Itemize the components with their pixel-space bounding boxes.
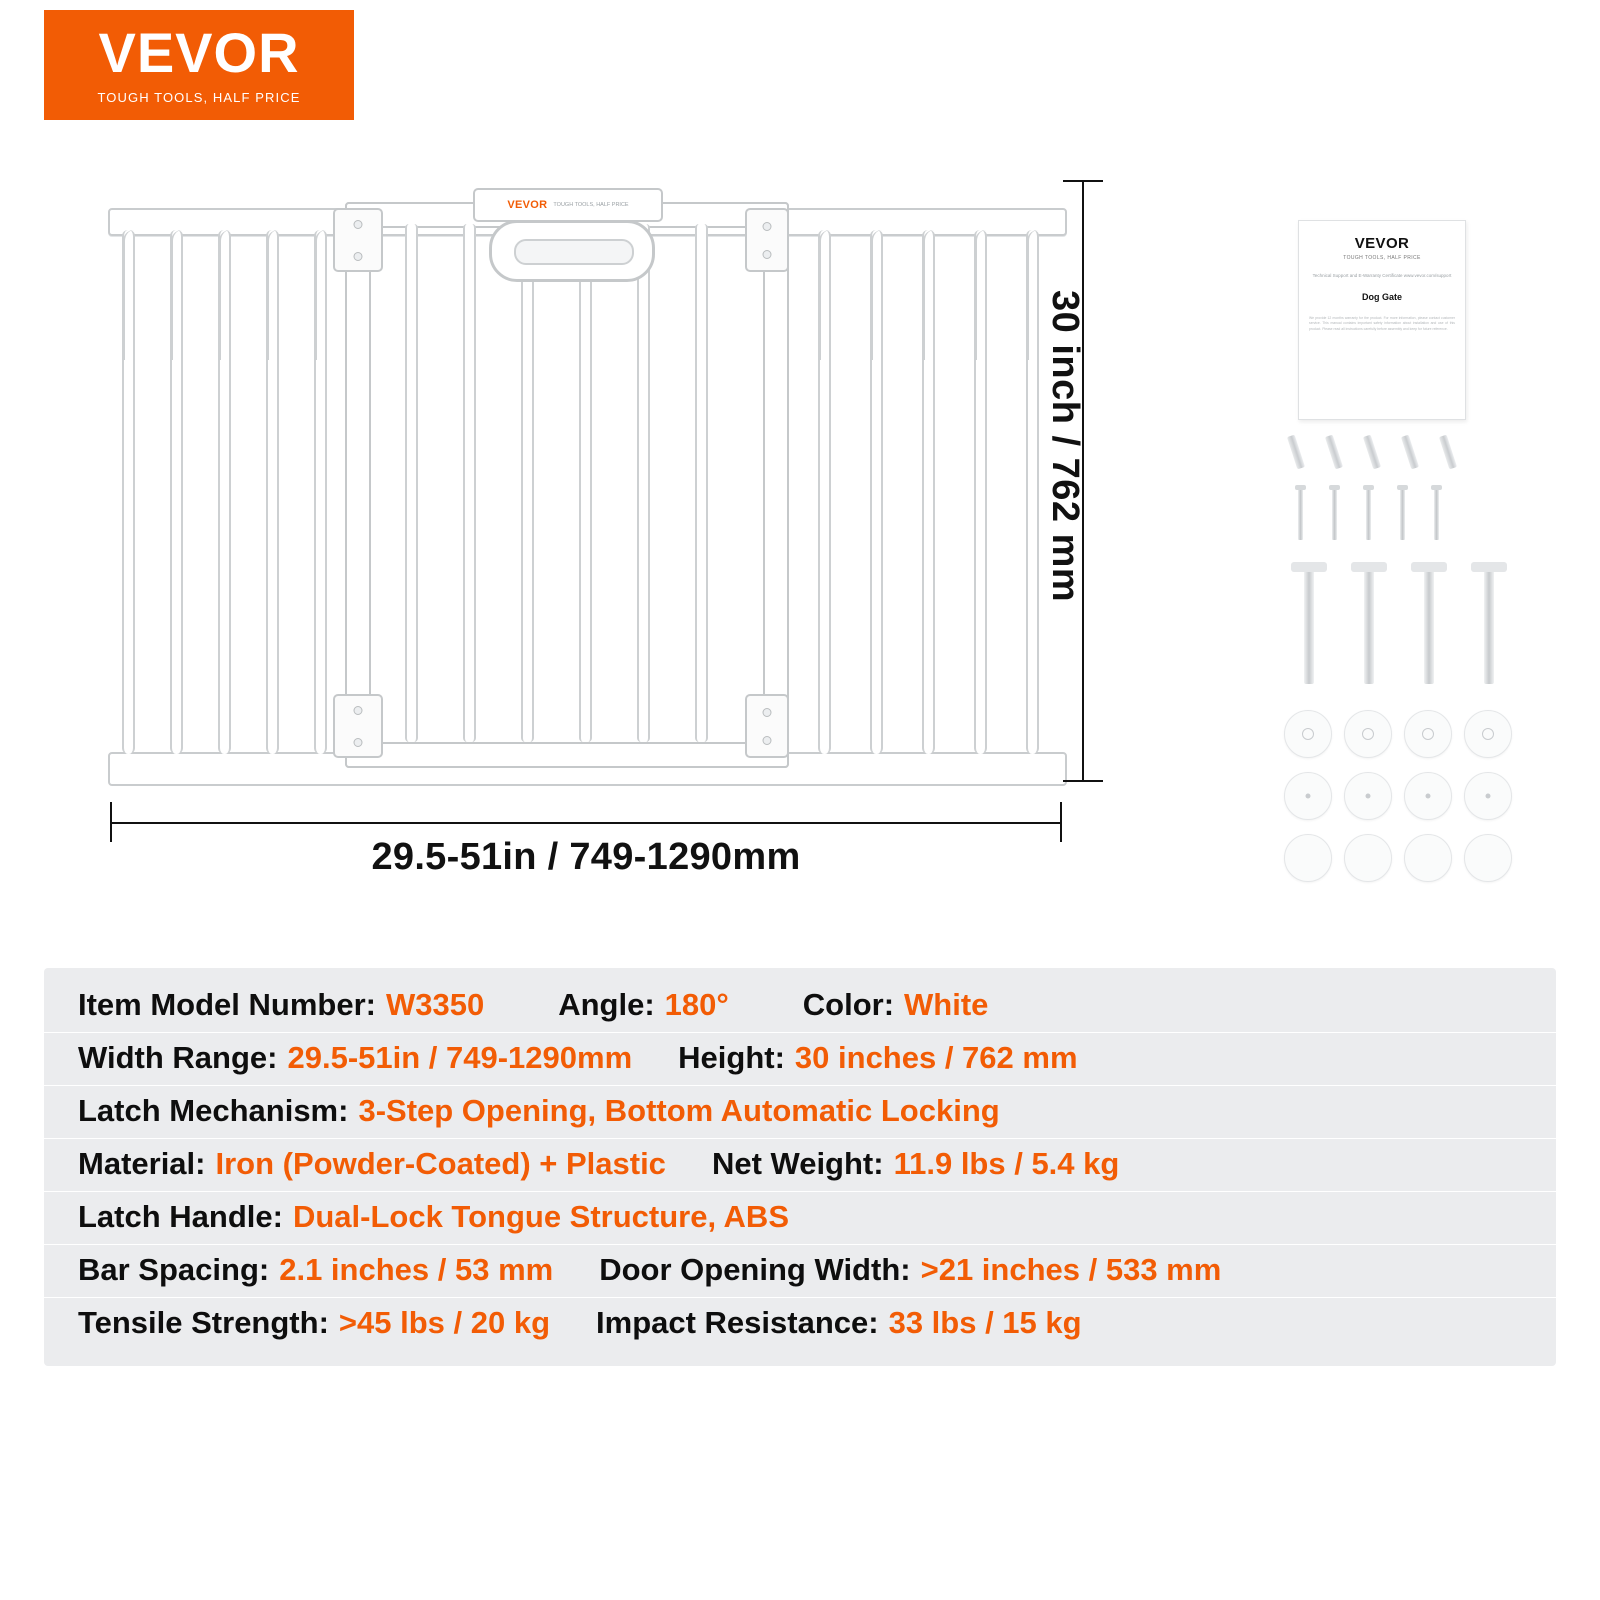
gate-bar: [870, 230, 883, 754]
specification-table: [44, 968, 1556, 1366]
threaded-bolt: [1484, 566, 1494, 684]
spec-value: 2.1 inches / 53 mm: [279, 1252, 554, 1287]
threaded-bolt: [1364, 566, 1374, 684]
spec-latch-handle: [78, 1199, 789, 1235]
latch-housing: [473, 188, 663, 222]
logo-wordmark: VEVOR: [98, 21, 300, 84]
wall-anchor: [1325, 435, 1343, 470]
latch-brand-label: VEVOR: [507, 199, 548, 211]
threaded-bolts-group: [1282, 566, 1532, 696]
washer: [1344, 772, 1392, 820]
gate-bar: [1026, 230, 1039, 754]
spec-key: Angle:: [558, 987, 655, 1022]
spec-key: Material:: [78, 1146, 206, 1181]
spec-value: >21 inches / 533 mm: [920, 1252, 1222, 1287]
door-bottom-rail: [345, 742, 789, 768]
gate-bar: [314, 230, 327, 754]
pad: [1464, 834, 1512, 882]
spec-value: 180°: [664, 987, 729, 1022]
gate-bar: [974, 230, 987, 754]
spec-row: [44, 1033, 1556, 1086]
spec-value: White: [904, 987, 989, 1022]
door-bar: [521, 224, 534, 742]
wall-cup: [1404, 710, 1452, 758]
spec-value: Dual-Lock Tongue Structure, ABS: [292, 1199, 789, 1234]
spec-latch-mechanism: [78, 1093, 1000, 1129]
spec-material: [78, 1146, 666, 1182]
logo-tagline: TOUGH TOOLS, HALF PRICE: [97, 90, 301, 105]
screw: [1366, 488, 1371, 540]
washers-row: [1278, 772, 1534, 824]
spec-key: Bar Spacing:: [78, 1252, 270, 1287]
screw-icon: [763, 222, 772, 231]
spec-value: Iron (Powder-Coated) + Plastic: [215, 1146, 666, 1181]
gate-bar: [218, 230, 231, 754]
screw-icon: [354, 738, 363, 747]
door-right-post: [763, 202, 789, 768]
spec-value: 33 lbs / 15 kg: [888, 1305, 1082, 1340]
screw-icon: [763, 708, 772, 717]
wall-anchor: [1287, 435, 1305, 470]
spec-net-weight: [712, 1146, 1119, 1182]
spec-impact-resistance: [596, 1305, 1082, 1341]
spec-row: [44, 1298, 1556, 1350]
spec-bar-spacing: [78, 1252, 553, 1288]
dog-gate-graphic: [108, 180, 1063, 790]
gate-bar: [170, 230, 183, 754]
manual-brand: VEVOR: [1354, 235, 1410, 252]
screws-group: [1298, 488, 1518, 544]
height-dimension-label: 30 inch / 762 mm: [1044, 290, 1086, 603]
vevor-logo: [44, 10, 354, 120]
wall-anchor: [1439, 435, 1457, 470]
wall-cups-row: [1278, 710, 1534, 762]
door-left-post: [345, 202, 371, 768]
wall-cup: [1284, 710, 1332, 758]
latch-tagline: TOUGH TOOLS, HALF PRICE: [553, 201, 629, 208]
screw-icon: [354, 252, 363, 261]
manual-title: Dog Gate: [1361, 291, 1402, 302]
door-bar: [637, 224, 650, 742]
threaded-bolt: [1304, 566, 1314, 684]
pad: [1344, 834, 1392, 882]
manual-body-text: We provide 12 months warranty for the product. For more information, please contact customer service. This manual contains important safety information about installation and use of this product. Please read all instructions carefully before assembly and keep for future reference.: [1309, 315, 1455, 331]
spec-height: [678, 1040, 1077, 1076]
wall-anchor: [1363, 435, 1381, 470]
screw-icon: [763, 736, 772, 745]
spec-key: Height:: [678, 1040, 785, 1075]
screw-icon: [763, 250, 772, 259]
washer: [1404, 772, 1452, 820]
spec-width-range: [78, 1040, 632, 1076]
washer: [1284, 772, 1332, 820]
spec-value: >45 lbs / 20 kg: [338, 1305, 551, 1340]
manual-tagline: TOUGH TOOLS, HALF PRICE: [1343, 255, 1421, 261]
spec-value: 30 inches / 762 mm: [794, 1040, 1078, 1075]
gate-bar: [922, 230, 935, 754]
spec-key: Latch Mechanism:: [78, 1093, 349, 1128]
gate-bar: [266, 230, 279, 754]
spec-item-model-number: [78, 987, 484, 1023]
spec-row: [44, 1245, 1556, 1298]
screw: [1332, 488, 1337, 540]
spec-key: Impact Resistance:: [596, 1305, 879, 1340]
spec-key: Latch Handle:: [78, 1199, 283, 1234]
spec-value: 11.9 lbs / 5.4 kg: [893, 1146, 1120, 1181]
accessories-group: [1270, 210, 1530, 910]
washer: [1464, 772, 1512, 820]
spec-color: [803, 987, 989, 1023]
spec-row: [44, 1086, 1556, 1139]
screw-icon: [354, 220, 363, 229]
spec-key: Color:: [802, 987, 895, 1022]
manual-support-line: Technical Support and E-Warranty Certificate www.vevor.com/support: [1312, 273, 1452, 278]
spec-key: Net Weight:: [711, 1146, 884, 1181]
pad: [1284, 834, 1332, 882]
product-illustration: [0, 150, 1600, 910]
door-bar: [405, 224, 418, 742]
door-bar: [463, 224, 476, 742]
door-hinge-top: [333, 208, 383, 272]
spec-tensile-strength: [78, 1305, 550, 1341]
screw-icon: [354, 706, 363, 715]
spec-row: [44, 1192, 1556, 1245]
spec-key: Tensile Strength:: [78, 1305, 329, 1340]
wall-anchor: [1401, 435, 1419, 470]
gate-bar: [122, 230, 135, 754]
screw: [1298, 488, 1303, 540]
spec-key: Door Opening Width:: [599, 1252, 911, 1287]
spec-row: [44, 980, 1556, 1033]
spec-key: Width Range:: [78, 1040, 278, 1075]
spec-door-opening-width: [599, 1252, 1221, 1288]
wall-anchors-group: [1292, 435, 1512, 475]
gate-door-panel: [345, 199, 785, 764]
pads-row: [1278, 834, 1534, 886]
spec-value: 3-Step Opening, Bottom Automatic Locking: [358, 1093, 1000, 1128]
pad: [1404, 834, 1452, 882]
instruction-manual: [1298, 220, 1466, 420]
handle-grip-opening: [514, 239, 634, 265]
door-hinge-bottom: [333, 694, 383, 758]
threaded-bolt: [1424, 566, 1434, 684]
spec-angle: [558, 987, 729, 1023]
width-dimension-line: [110, 822, 1062, 824]
width-dimension-label: 29.5-51in / 749-1290mm: [371, 836, 801, 878]
door-latch-post-top: [745, 208, 789, 272]
screw: [1400, 488, 1405, 540]
spec-row: [44, 1139, 1556, 1192]
wall-cup: [1464, 710, 1512, 758]
door-bar: [579, 224, 592, 742]
latch-handle[interactable]: [489, 220, 655, 282]
spec-value: W3350: [385, 987, 485, 1022]
screw: [1434, 488, 1439, 540]
spec-value: 29.5-51in / 749-1290mm: [287, 1040, 633, 1075]
spec-key: Item Model Number:: [78, 987, 376, 1022]
wall-cup: [1344, 710, 1392, 758]
door-bar: [695, 224, 708, 742]
gate-bar: [818, 230, 831, 754]
door-latch-post-bottom: [745, 694, 789, 758]
